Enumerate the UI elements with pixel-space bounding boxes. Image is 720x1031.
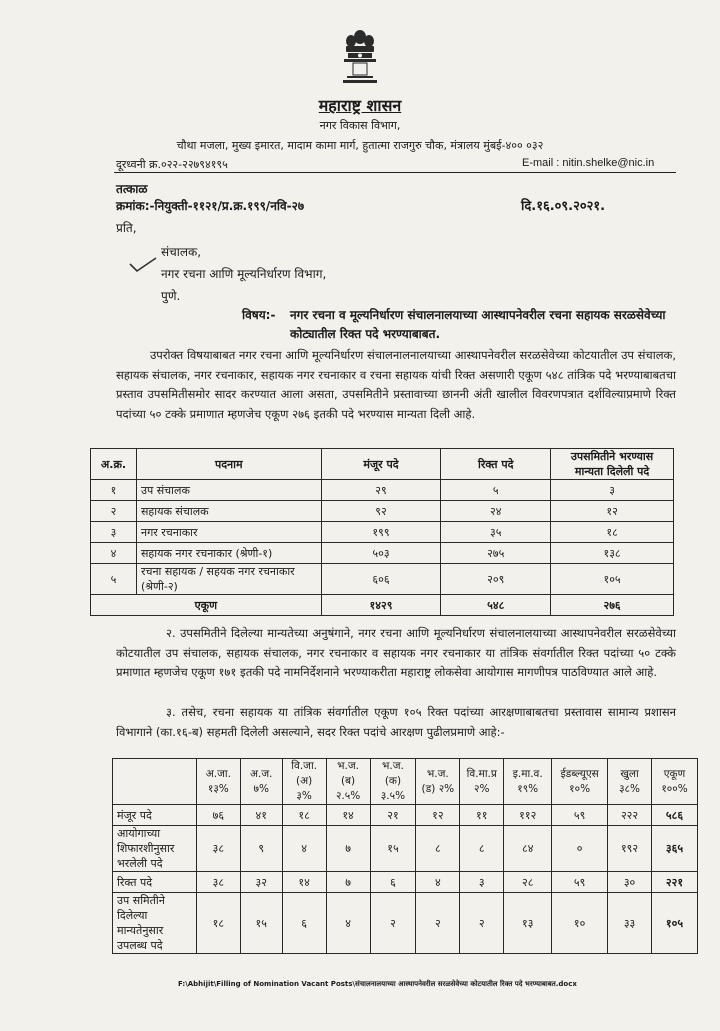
government-name: महाराष्ट्र शासन — [318, 96, 402, 115]
header-ntd: भ.ज.(ड) २% — [416, 759, 460, 805]
header-sbc: वि.मा.प्र २% — [460, 759, 504, 805]
table-total-row: एकूण १४२९ ५४८ २७६ — [91, 595, 674, 616]
header-open: खुला ३८% — [608, 759, 652, 805]
header-vja: वि.जा.(अ) ३% — [282, 759, 326, 805]
letter-date: दि.१६.०९.२०२१. — [521, 199, 606, 214]
header-vacant: रिक्त पदे — [441, 449, 551, 480]
header-total: एकूण १००% — [651, 759, 697, 805]
tick-mark-icon — [128, 256, 158, 274]
header-ntc: भ.ज.(क) ३.५% — [370, 759, 416, 805]
header-sc: अ.जा. १३% — [196, 759, 240, 805]
header-ntb: भ.ज.(ब) २.५% — [326, 759, 370, 805]
recipient-designation: संचालक, — [161, 245, 202, 259]
subject-label: विषय:- — [242, 308, 276, 322]
table-row: रिक्त पदे ३८ ३२ १४ ७ ६ ४ ३ २८ ५९ ३० २२१ — [113, 872, 698, 893]
posts-table — [90, 448, 674, 616]
department-name: नगर विकास विभाग, — [319, 119, 401, 132]
table-row: आयोगाच्या शिफारशीनुसार भरलेली पदे ३८ ९ ४ ७ १५ ८ ८ ८४ ० १९२ ३६५ — [113, 826, 698, 872]
state-emblem-icon — [338, 28, 382, 86]
reference-number: क्रमांक:-नियुक्ती-११२१/प्र.क्र.१९९/नवि-२७ — [116, 199, 305, 213]
table-row: उप समितीने दिलेल्या मान्यतेनुसार उपलब्ध पदे १८ १५ ६ ४ २ २ २ १३ १० ३३ १०५ — [113, 893, 698, 954]
table-row: ३ नगर रचनाकार १९९ ३५ १८ — [91, 522, 674, 543]
file-path-footer: F:\Abhijit\Filling of Nomination Vacant Posts\संचालनालयाच्या आस्थापनेवरील सरळसेवेच्या कोटयातील रिक्त पदे भरण्याबाबत.docx — [178, 980, 577, 988]
table-row: मंजूर पदे ७६ ४१ १८ १४ २१ १२ ११ ११२ ५९ २२२ ५८६ — [113, 805, 698, 826]
recipient-prefix: प्रति, — [116, 221, 137, 235]
office-address: चौथा मजला, मुख्य इमारत, मादाम कामा मार्ग, हुतात्मा राजगुरु चौक, मंत्रालय मुंबई-४०० ०३२ — [176, 139, 544, 152]
header-designation: पदनाम — [136, 449, 321, 480]
paragraph-1: उपरोक्त विषयाबाबत नगर रचना आणि मूल्यनिर्धारण संचालनालनालयाच्या आस्थापनेवरील सरळसेवेच्या कोटयातील उप संचालक, सहायक संचालक, नगर रचनाकार, सहायक नगर रचनाकार व रचना सहायक यांची रिक्त असणारी एकूण ५४८ तांत्रिक पदे भरण्याबाबतचा प्रस्ताव उपसमितीसमोर सादर करण्यात आला असता, उपसमितीने प्रस्तावाच्या छाननी अंती खालील विवरणपत्रात दर्शविल्याप्रमाणे रिक्त पदांच्या ५० टक्के प्रमाणात म्हणजेच एकूण २७६ इतकी पदे भरण्यास मान्यता दिली आहे. — [116, 348, 676, 421]
subject-text: नगर रचना व मूल्यनिर्धारण संचालनालयाच्या आस्थापनेवरील रचना सहायक सरळसेवेच्या कोट्यातील रिक्त पदे भरण्याबाबत. — [290, 308, 666, 341]
reservation-table — [112, 758, 698, 954]
table-row: २ सहायक संचालक ९२ २४ १२ — [91, 501, 674, 522]
header-serial: अ.क्र. — [91, 449, 137, 480]
header-obc: इ.मा.व. १९% — [504, 759, 552, 805]
recipient-department: नगर रचना आणि मूल्यनिर्धारण विभाग, — [161, 267, 327, 281]
email-address: E-mail : nitin.shelke@nic.in — [522, 157, 655, 169]
header-sanctioned: मंजूर पदे — [321, 449, 441, 480]
phone-number: दूरध्वनी क्र.०२२-२२७९४१९५ — [116, 158, 228, 171]
header-divider — [114, 172, 676, 173]
table-row: १ उप संचालक २९ ५ ३ — [91, 480, 674, 501]
table-row: ५ रचना सहायक / सहयक नगर रचनाकार (श्रेणी-२) ६०६ २०९ १०५ — [91, 564, 674, 595]
header-ews: ईडब्ल्यूएस १०% — [552, 759, 608, 805]
paragraph-2: २. उपसमितीने दिलेल्या मान्यतेच्या अनुषंगाने, नगर रचना आणि मूल्यनिर्धारण संचालनालयाच्या आस्थापनेवरील सरळसेवेच्या कोटयातील उप संचालक, सहायक संचालक, नगर रचनाकार व सहायक नगर रचनाकार या तांत्रिक संवर्गातील रिक्त पदांच्या ५० टक्के प्रमाणात म्हणजेच एकूण १७१ इतकी पदे नामनिर्देशनाने भरण्याकरीता महाराष्ट्र लोकसेवा आयोगास मागणीपत्र पाठविण्यात आले आहे. — [116, 626, 676, 679]
header-st: अ.ज. ७% — [240, 759, 282, 805]
table-row: ४ सहायक नगर रचनाकार (श्रेणी-१) ५०३ २७५ १३८ — [91, 543, 674, 564]
reservation-table-header — [113, 759, 698, 805]
posts-table-header — [91, 449, 674, 480]
recipient-city: पुणे. — [161, 289, 181, 303]
header-approved: उपसमितीने भरण्यास मान्यता दिलेली पदे — [551, 449, 674, 480]
urgency-label: तत्काळ — [116, 182, 148, 196]
paragraph-3: ३. तसेच, रचना सहायक या तांत्रिक संवर्गातील एकूण १०५ रिक्त पदांच्या आरक्षणाबाबतचा प्रस्तावास सामान्य प्रशासन विभागाने (का.१६-ब) सहमती दिलेली असल्याने, सदर रिक्त पदांचे आरक्षण पुढीलप्रमाणे आहे:- — [116, 705, 676, 739]
